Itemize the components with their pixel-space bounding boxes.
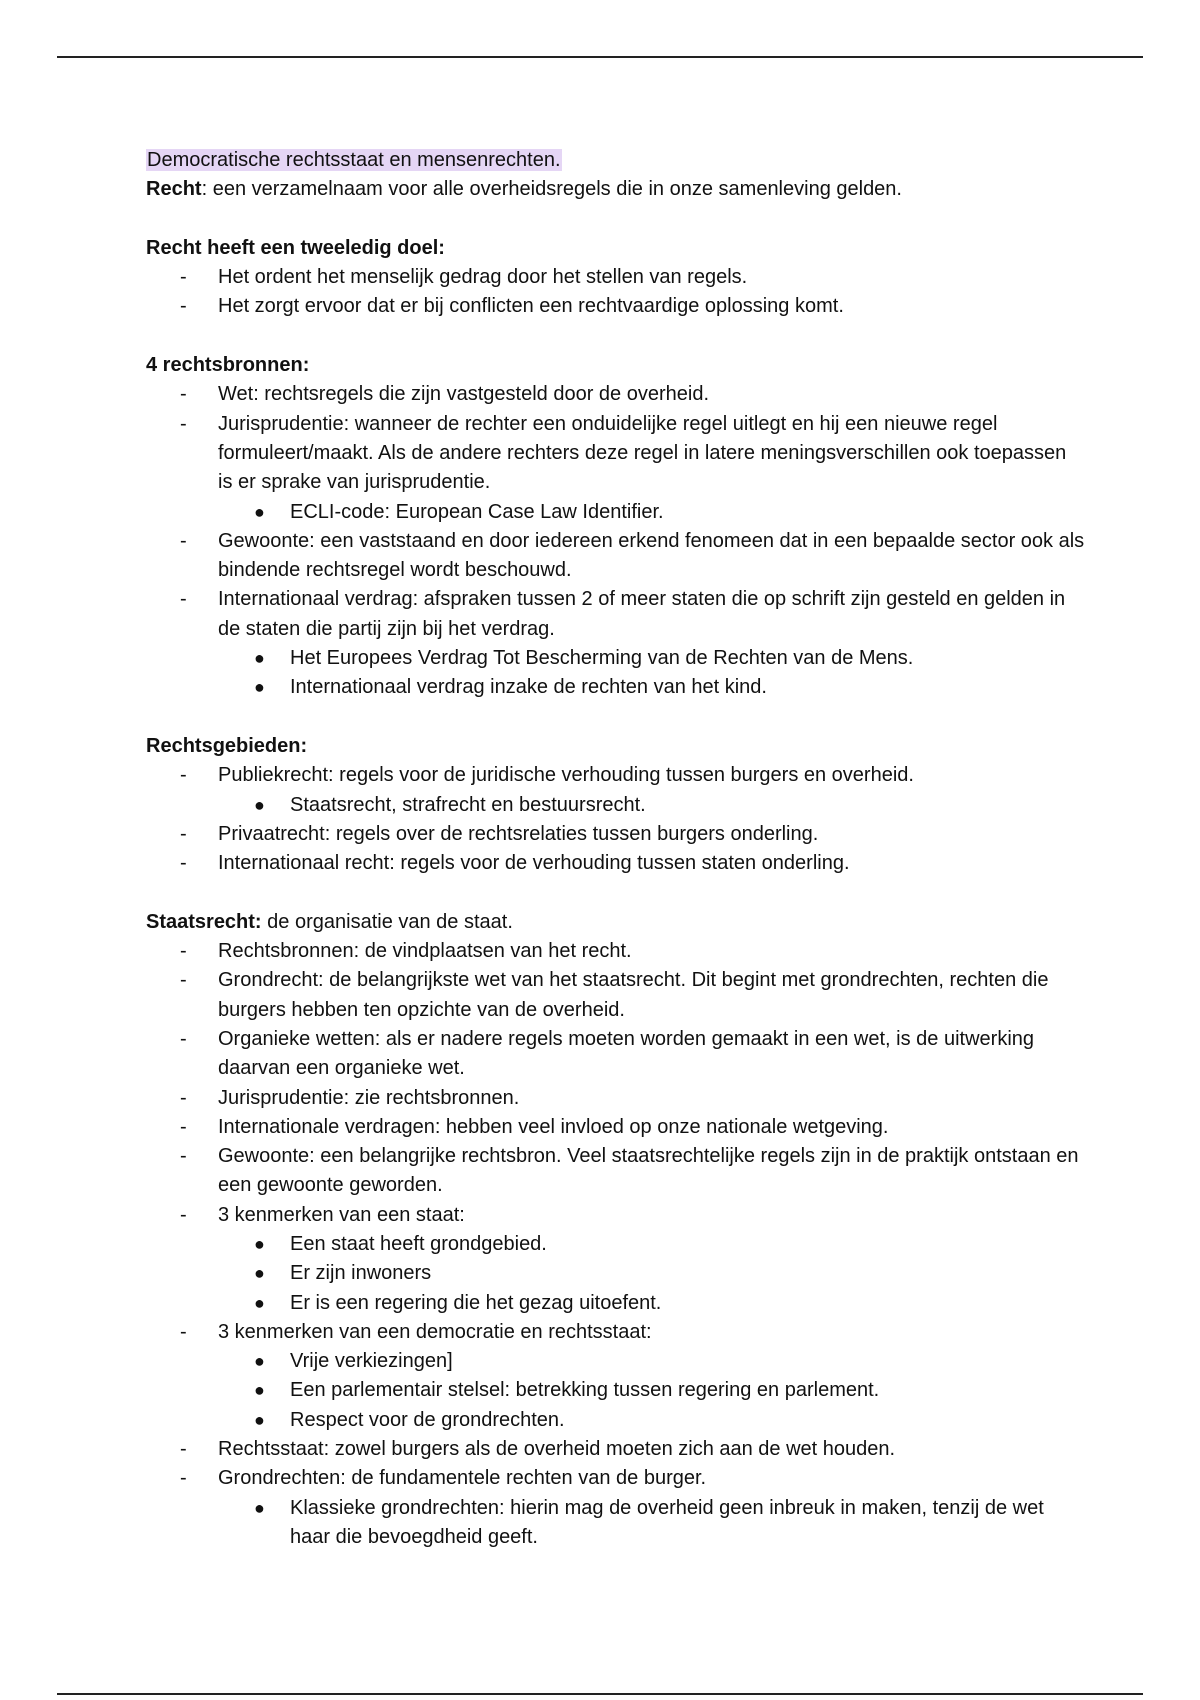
sub-list-item: ● Er is een regering die het gezag uitoefent. bbox=[146, 1289, 1086, 1318]
dot-bullet: ● bbox=[254, 501, 265, 522]
title-highlight: Democratische rechtsstaat en mensenrechten. bbox=[147, 149, 561, 171]
dash-bullet: - bbox=[180, 1027, 187, 1050]
list-item: - Internationaal verdrag: afspraken tussen 2 of meer staten die op schrift zijn gesteld en gelden in de staten die partij zijn bij het verdrag. bbox=[146, 585, 1086, 644]
sub-list-item: ● Er zijn inwoners bbox=[146, 1259, 1086, 1288]
sub-list-item: ● Een staat heeft grondgebied. bbox=[146, 1230, 1086, 1259]
sub-list-item: ● Internationaal verdrag inzake de rechten van het kind. bbox=[146, 673, 1086, 702]
sub-list-item: ● ECLI-code: European Case Law Identifier. bbox=[146, 498, 1086, 527]
footer-rule bbox=[57, 1693, 1143, 1695]
dash-bullet: - bbox=[180, 822, 187, 845]
dash-bullet: - bbox=[180, 412, 187, 435]
sub-list-item: ● Vrije verkiezingen] bbox=[146, 1347, 1086, 1376]
dot-bullet: ● bbox=[254, 677, 265, 698]
section-heading-staatsrecht: Staatsrecht: de organisatie van de staat. bbox=[146, 910, 513, 933]
document-body bbox=[146, 146, 1086, 1552]
list-item: - Internationale verdragen: hebben veel invloed op onze nationale wetgeving. bbox=[146, 1113, 1086, 1142]
dash-bullet: - bbox=[180, 764, 187, 787]
dash-bullet: - bbox=[180, 383, 187, 406]
dot-bullet: ● bbox=[254, 1263, 265, 1284]
list-item: - Gewoonte: een belangrijke rechtsbron. Veel staatsrechtelijke regels zijn in de praktijk ontstaan en een gewoonte geworden. bbox=[146, 1142, 1086, 1201]
sub-list-item: ● Klassieke grondrechten: hierin mag de overheid geen inbreuk in maken, tenzij de wet haar die bevoegdheid geeft. bbox=[146, 1494, 1086, 1553]
dash-bullet: - bbox=[180, 1145, 187, 1168]
dash-bullet: - bbox=[180, 588, 187, 611]
dash-bullet: - bbox=[180, 295, 187, 318]
list-item: - Rechtsstaat: zowel burgers als de overheid moeten zich aan de wet houden. bbox=[146, 1435, 1086, 1464]
list-item: - Jurisprudentie: zie rechtsbronnen. bbox=[146, 1084, 1086, 1113]
list-item: - 3 kenmerken van een democratie en rechtsstaat: bbox=[146, 1318, 1086, 1347]
dash-bullet: - bbox=[180, 1115, 187, 1138]
list-item: - Wet: rechtsregels die zijn vastgesteld door de overheid. bbox=[146, 380, 1086, 409]
dash-bullet: - bbox=[180, 969, 187, 992]
dot-bullet: ● bbox=[254, 1233, 265, 1254]
spacer bbox=[146, 703, 1086, 732]
spacer bbox=[146, 322, 1086, 351]
dot-bullet: ● bbox=[254, 648, 265, 669]
list-item: - Rechtsbronnen: de vindplaatsen van het recht. bbox=[146, 937, 1086, 966]
dot-bullet: ● bbox=[254, 1292, 265, 1313]
dash-bullet: - bbox=[180, 1320, 187, 1343]
list-item: - Internationaal recht: regels voor de verhouding tussen staten onderling. bbox=[146, 849, 1086, 878]
sub-list-item: ● Staatsrecht, strafrecht en bestuursrecht. bbox=[146, 791, 1086, 820]
dot-bullet: ● bbox=[254, 1351, 265, 1372]
definition-recht bbox=[146, 175, 1086, 204]
dash-bullet: - bbox=[180, 1467, 187, 1490]
list-item: - Organieke wetten: als er nadere regels moeten worden gemaakt in een wet, is de uitwerking daarvan een organieke wet. bbox=[146, 1025, 1086, 1084]
dash-bullet: - bbox=[180, 1438, 187, 1461]
definition-term: Recht bbox=[146, 178, 202, 201]
list-item: - Jurisprudentie: wanneer de rechter een onduidelijke regel uitlegt en hij een nieuwe regel formuleert/maakt. Als de andere rechters deze regel in latere meningsverschillen ook toepassen is er sprake van jurisprudentie. bbox=[146, 410, 1086, 498]
list-item: - Het zorgt ervoor dat er bij conflicten een rechtvaardige oplossing komt. bbox=[146, 292, 1086, 321]
header-rule bbox=[57, 56, 1143, 58]
section-heading-rechtsbronnen: 4 rechtsbronnen: bbox=[146, 354, 310, 377]
definition-text: : een verzamelnaam voor alle overheidsregels die in onze samenleving gelden. bbox=[201, 178, 902, 201]
list-item: - 3 kenmerken van een staat: bbox=[146, 1201, 1086, 1230]
document-title bbox=[146, 146, 1086, 175]
sub-list-item: ● Een parlementair stelsel: betrekking tussen regering en parlement. bbox=[146, 1376, 1086, 1405]
dot-bullet: ● bbox=[254, 1497, 265, 1518]
spacer bbox=[146, 205, 1086, 234]
list-item: - Grondrecht: de belangrijkste wet van het staatsrecht. Dit begint met grondrechten, rechten die burgers hebben ten opzichte van de overheid. bbox=[146, 966, 1086, 1025]
dash-bullet: - bbox=[180, 940, 187, 963]
spacer bbox=[146, 878, 1086, 907]
list-item: - Het ordent het menselijk gedrag door het stellen van regels. bbox=[146, 263, 1086, 292]
list-item: - Publiekrecht: regels voor de juridische verhouding tussen burgers en overheid. bbox=[146, 761, 1086, 790]
list-item: - Grondrechten: de fundamentele rechten van de burger. bbox=[146, 1464, 1086, 1493]
list-item: - Privaatrecht: regels over de rechtsrelaties tussen burgers onderling. bbox=[146, 820, 1086, 849]
dot-bullet: ● bbox=[254, 794, 265, 815]
sub-list-item: ● Het Europees Verdrag Tot Bescherming van de Rechten van de Mens. bbox=[146, 644, 1086, 673]
dash-bullet: - bbox=[180, 1086, 187, 1109]
dash-bullet: - bbox=[180, 1203, 187, 1226]
dot-bullet: ● bbox=[254, 1409, 265, 1430]
dash-bullet: - bbox=[180, 266, 187, 289]
sub-list-item: ● Respect voor de grondrechten. bbox=[146, 1406, 1086, 1435]
section-heading-rechtsgebieden: Rechtsgebieden: bbox=[146, 734, 308, 757]
dot-bullet: ● bbox=[254, 1380, 265, 1401]
section-heading-doel: Recht heeft een tweeledig doel: bbox=[146, 236, 445, 259]
dash-bullet: - bbox=[180, 852, 187, 875]
list-item: - Gewoonte: een vaststaand en door iedereen erkend fenomeen dat in een bepaalde sector ook als bindende rechtsregel wordt beschouwd. bbox=[146, 527, 1086, 586]
dash-bullet: - bbox=[180, 529, 187, 552]
